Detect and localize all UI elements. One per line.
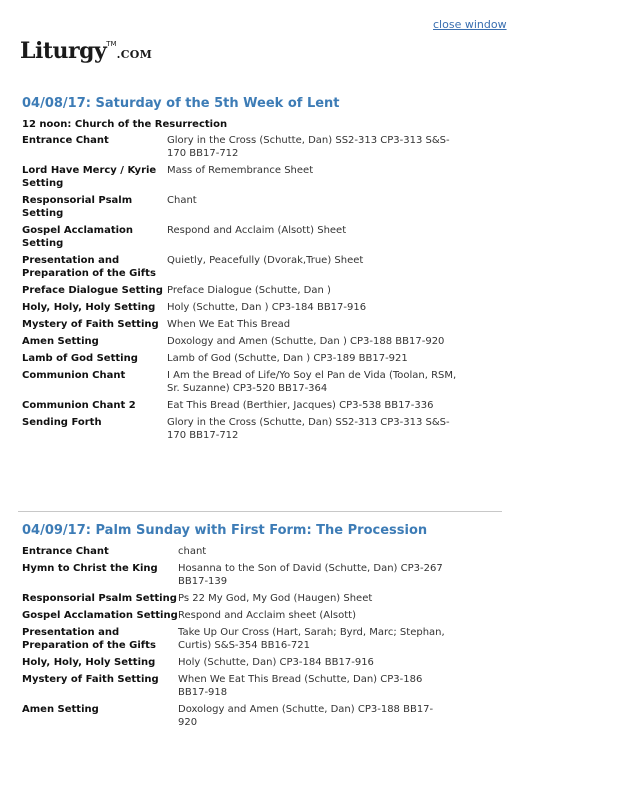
row-label: Mystery of Faith Setting <box>22 319 159 330</box>
table-row <box>22 656 448 673</box>
table-row <box>22 703 448 733</box>
row-value: When We Eat This Bread <box>167 319 291 330</box>
row-value: Doxology and Amen (Schutte, Dan ) CP3-188 BB17-920 <box>167 336 445 347</box>
row-label: Holy, Holy, Holy Setting <box>22 302 156 313</box>
section-title: 04/09/17: Palm Sunday with First Form: The Procession <box>22 523 428 538</box>
table-row <box>22 369 457 399</box>
row-label: Lamb of God Setting <box>22 353 138 364</box>
table-row <box>22 399 457 416</box>
row-value: Chant <box>167 195 197 206</box>
table-row <box>22 284 457 301</box>
row-value: Eat This Bread (Berthier, Jacques) CP3-538 BB17-336 <box>167 400 434 411</box>
close-window-link[interactable]: close window <box>433 18 507 31</box>
row-label: Responsorial Psalm Setting <box>22 593 177 604</box>
table-row <box>22 164 457 194</box>
table-row <box>22 301 457 318</box>
row-value: Glory in the Cross (Schutte, Dan) SS2-313 CP3-313 S&S-170 BB17-712 <box>167 135 450 159</box>
table-row <box>22 134 457 164</box>
row-label: Holy, Holy, Holy Setting <box>22 657 156 668</box>
row-label: Responsorial Psalm Setting <box>22 195 133 219</box>
row-value: Glory in the Cross (Schutte, Dan) SS2-313 CP3-313 S&S-170 BB17-712 <box>167 417 450 441</box>
row-label: Hymn to Christ the King <box>22 563 158 574</box>
row-label: Presentation and Preparation of the Gifts <box>22 627 156 651</box>
row-value: Ps 22 My God, My God (Haugen) Sheet <box>178 593 373 604</box>
row-label: Lord Have Mercy / Kyrie Setting <box>22 165 157 189</box>
section-divider <box>18 511 502 512</box>
music-table <box>22 545 448 733</box>
row-label: Preface Dialogue Setting <box>22 285 163 296</box>
table-row <box>22 335 457 352</box>
row-value: chant <box>178 546 207 557</box>
row-value: Respond and Acclaim sheet (Alsott) <box>178 610 356 621</box>
row-value: Quietly, Peacefully (Dvorak,True) Sheet <box>167 255 364 266</box>
section-title: 04/08/17: Saturday of the 5th Week of Lent <box>22 96 340 111</box>
row-label: Presentation and Preparation of the Gifts <box>22 255 156 279</box>
liturgy-section-0409 <box>22 523 504 733</box>
section-subtitle: 12 noon: Church of the Resurrection <box>22 119 228 130</box>
row-value: Hosanna to the Son of David (Schutte, Dan) CP3-267 BB17-139 <box>178 563 443 587</box>
row-value: Doxology and Amen (Schutte, Dan) CP3-188 BB17-920 <box>178 704 434 728</box>
table-row <box>22 592 448 609</box>
row-label: Communion Chant 2 <box>22 400 136 411</box>
row-value: Take Up Our Cross (Hart, Sarah; Byrd, Marc; Stephan, Curtis) S&S-354 BB16-721 <box>178 627 445 651</box>
music-table <box>22 134 457 446</box>
row-label: Amen Setting <box>22 336 99 347</box>
table-row <box>22 626 448 656</box>
row-value: I Am the Bread of Life/Yo Soy el Pan de Vida (Toolan, RSM, Sr. Suzanne) CP3-520 BB17-364 <box>167 370 457 394</box>
row-label: Communion Chant <box>22 370 126 381</box>
row-label: Entrance Chant <box>22 135 109 146</box>
table-row <box>22 545 448 562</box>
table-row <box>22 609 448 626</box>
row-label: Amen Setting <box>22 704 99 715</box>
table-row <box>22 416 457 446</box>
table-row <box>22 254 457 284</box>
row-label: Mystery of Faith Setting <box>22 674 159 685</box>
table-row <box>22 352 457 369</box>
logo-wordmark: Liturgy <box>20 38 107 64</box>
row-label: Gospel Acclamation Setting <box>22 610 178 621</box>
logo-trademark: TM <box>106 40 117 48</box>
row-value: Respond and Acclaim (Alsott) Sheet <box>167 225 347 236</box>
table-row <box>22 194 457 224</box>
liturgy-section-0408 <box>22 96 504 446</box>
table-row <box>22 318 457 335</box>
liturgy-logo <box>20 38 152 70</box>
table-row <box>22 562 448 592</box>
row-label: Entrance Chant <box>22 546 109 557</box>
row-label: Gospel Acclamation Setting <box>22 225 134 249</box>
logo-domain: .COM <box>116 48 153 61</box>
row-value: Holy (Schutte, Dan ) CP3-184 BB17-916 <box>167 302 367 313</box>
row-value: Preface Dialogue (Schutte, Dan ) <box>167 285 331 296</box>
row-value: Mass of Remembrance Sheet <box>167 165 314 176</box>
table-row <box>22 673 448 703</box>
row-label: Sending Forth <box>22 417 102 428</box>
table-row <box>22 224 457 254</box>
row-value: Lamb of God (Schutte, Dan ) CP3-189 BB17-921 <box>167 353 408 364</box>
row-value: Holy (Schutte, Dan) CP3-184 BB17-916 <box>178 657 374 668</box>
row-value: When We Eat This Bread (Schutte, Dan) CP3-186 BB17-918 <box>178 674 423 698</box>
